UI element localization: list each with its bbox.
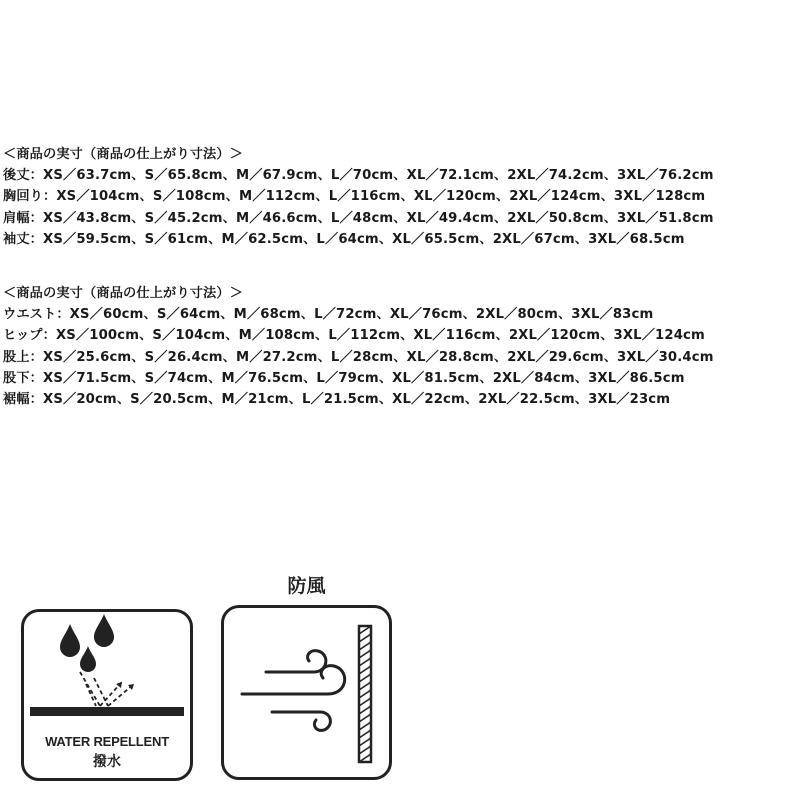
- bottoms-size-spec: [3, 283, 800, 410]
- spec-line-back-length: 後丈：XS／63.7cm、S／65.8cm、M／67.9cm、L／70cm、XL／72.1cm、2XL／74.2cm、3XL／76.2cm: [3, 168, 714, 184]
- windproof-badge: [221, 605, 392, 780]
- tops-size-spec: [3, 144, 800, 250]
- water-repellent-label-en: WATER REPELLENT: [45, 734, 169, 749]
- water-repellent-label-jp: 撥水: [93, 753, 121, 769]
- water-repellent-badge: [21, 609, 193, 781]
- spec-line-inseam: 股下：XS／71.5cm、S／74cm、M／76.5cm、L／79cm、XL／81.5cm、2XL／84cm、3XL／86.5cm: [3, 370, 685, 386]
- windproof-title: 防風: [287, 575, 326, 597]
- spec-heading: ＜商品の実寸（商品の仕上がり寸法）＞: [3, 147, 244, 162]
- spec-line-sleeve: 袖丈：XS／59.5cm、S／61cm、M／62.5cm、L／64cm、XL／65.5cm、2XL／67cm、3XL／68.5cm: [3, 231, 685, 247]
- spec-line-hip: ヒップ：XS／100cm、S／104cm、M／108cm、L／112cm、XL／116cm、2XL／120cm、3XL／124cm: [3, 328, 705, 344]
- spec-line-waist: ウエスト：XS／60cm、S／64cm、M／68cm、L／72cm、XL／76cm、2XL／80cm、3XL／83cm: [3, 307, 654, 323]
- spec-line-rise: 股上：XS／25.6cm、S／26.4cm、M／27.2cm、L／28cm、XL／28.8cm、2XL／29.6cm、3XL／30.4cm: [3, 349, 714, 365]
- spec-heading: ＜商品の実寸（商品の仕上がり寸法）＞: [3, 286, 244, 301]
- spec-line-shoulder: 肩幅：XS／43.8cm、S／45.2cm、M／46.6cm、L／48cm、XL／49.4cm、2XL／50.8cm、3XL／51.8cm: [3, 210, 714, 226]
- wind-wall-icon: [224, 608, 389, 777]
- spec-line-hem-width: 裾幅：XS／20cm、S／20.5cm、M／21cm、L／21.5cm、XL／22cm、2XL／22.5cm、3XL／23cm: [3, 391, 671, 407]
- spec-line-chest: 胸回り：XS／104cm、S／108cm、M／112cm、L／116cm、XL／120cm、2XL／124cm、3XL／128cm: [3, 189, 706, 205]
